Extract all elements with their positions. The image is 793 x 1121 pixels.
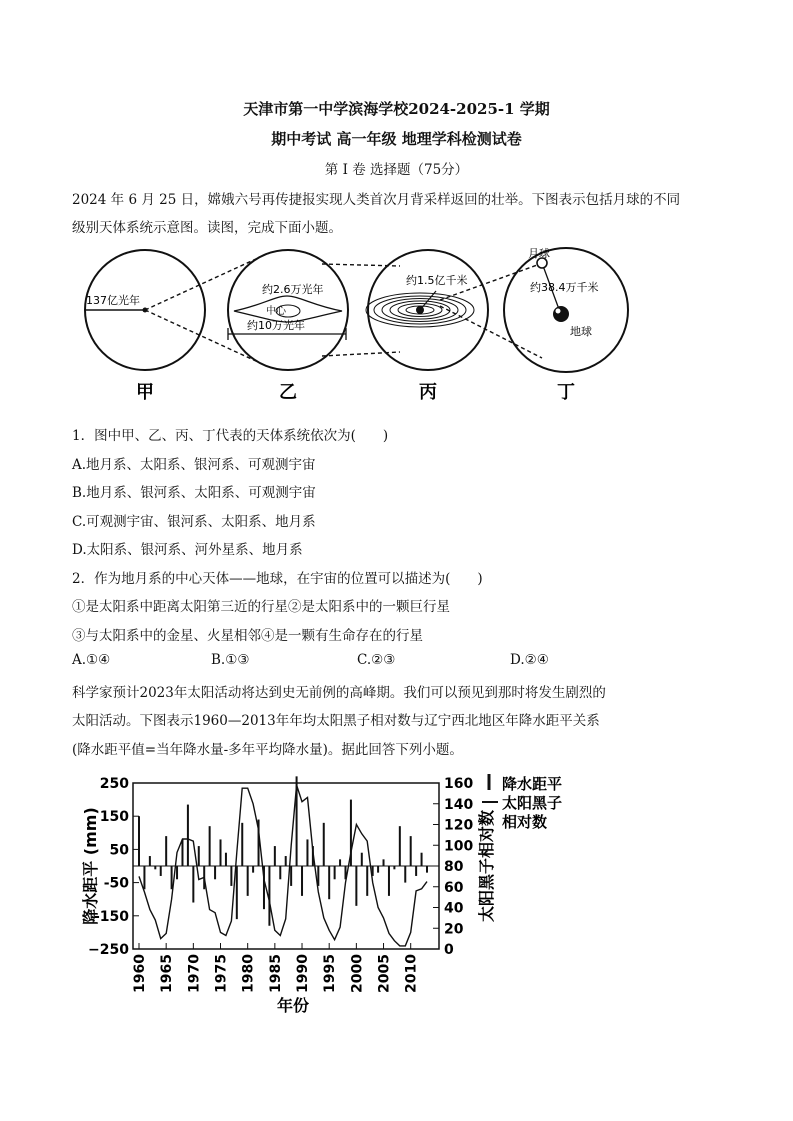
precip-bar-1966 — [171, 866, 173, 889]
precip-bar-2012 — [421, 853, 423, 866]
ding-label: 丁 — [557, 382, 575, 403]
q2-option-c[interactable]: C.②③ — [357, 652, 396, 668]
precip-bar-2013 — [426, 866, 428, 873]
yi-thickness-label: 约2.6万光年 — [262, 283, 324, 296]
q2-statement-line1: ①是太阳系中距离太阳第三近的行星②是太阳系中的一颗巨行星 — [72, 599, 450, 615]
right-tick-label-100: 100 — [444, 838, 474, 855]
x-tick-label-1970: 1970 — [186, 954, 203, 993]
precip-bar-1973 — [209, 826, 211, 866]
sunspot-precipitation-chart — [70, 765, 590, 1025]
diagram-ding — [504, 246, 628, 403]
precip-bar-1968 — [181, 839, 183, 866]
diagram-bing — [366, 250, 488, 403]
right-axis-label: 太阳黑子相对数 — [477, 809, 496, 923]
right-tick-label-40: 40 — [444, 900, 464, 917]
precip-bar-1965 — [165, 836, 167, 866]
precip-bar-2005 — [383, 859, 385, 866]
x-tick-label-1960: 1960 — [132, 954, 148, 993]
x-tick-label-1965: 1965 — [159, 954, 176, 993]
precip-bar-1985 — [274, 846, 276, 866]
exam-title-line1: 天津市第一中学滨海学校2024-2025-1 学期 — [243, 100, 550, 118]
intro2-line1: 科学家预计2023年太阳活动将达到史无前例的高峰期。我们可以预见到那时将发生剧烈的 — [72, 685, 606, 701]
x-tick-label-1990: 1990 — [295, 954, 312, 993]
precip-bar-1978 — [236, 866, 238, 919]
precip-bar-1990 — [301, 866, 303, 896]
precip-bar-1977 — [230, 866, 232, 886]
q2-option-a[interactable]: A.①④ — [72, 652, 111, 668]
bing-distance-label: 约1.5亿千米 — [406, 274, 468, 287]
precip-bar-1995 — [328, 866, 330, 899]
precip-bar-2000 — [355, 866, 357, 906]
right-tick-label-120: 120 — [444, 817, 474, 834]
x-tick-label-2005: 2005 — [376, 954, 393, 993]
x-axis-label: 年份 — [276, 996, 310, 1015]
left-tick-label--250: −250 — [88, 942, 129, 958]
precip-bar-1963 — [154, 866, 156, 869]
left-tick-label-50: 50 — [109, 842, 129, 859]
celestial-systems-figure — [80, 244, 640, 406]
yi-label: 乙 — [279, 382, 297, 403]
q1-option-c[interactable]: C.可观测宇宙、银河系、太阳系、地月系 — [72, 514, 316, 530]
right-tick-label-80: 80 — [444, 859, 464, 875]
q2-stem: 2．作为地月系的中心天体——地球，在宇宙的位置可以描述为( ) — [72, 571, 483, 587]
precip-bar-1996 — [334, 866, 336, 879]
bing-label: 丙 — [419, 382, 437, 403]
precip-bar-1980 — [247, 866, 249, 896]
intro2-line3: (降水距平值=当年降水量-多年平均降水量)。据此回答下列小题。 — [72, 742, 463, 758]
x-tick-label-2010: 2010 — [403, 954, 420, 993]
moon-label: 月球 — [528, 247, 550, 260]
precip-bar-1962 — [149, 856, 151, 866]
precip-bar-1981 — [252, 866, 254, 873]
exam-title-line2: 期中考试 高一年级 地理学科检测试卷 — [271, 130, 522, 148]
q1-stem: 1．图中甲、乙、丙、丁代表的天体系统依次为( ) — [72, 428, 389, 444]
right-tick-label-20: 20 — [444, 921, 464, 938]
q2-option-b[interactable]: B.①③ — [211, 652, 250, 668]
q1-option-d[interactable]: D.太阳系、银河系、河外星系、地月系 — [72, 542, 303, 558]
precip-bar-1960 — [138, 816, 140, 866]
precip-bar-2009 — [404, 866, 406, 883]
left-tick-label--150: -150 — [93, 908, 129, 925]
x-tick-label-1975: 1975 — [213, 954, 230, 993]
precip-bar-1971 — [198, 846, 200, 866]
precip-bar-2011 — [415, 866, 417, 876]
x-tick-label-1980: 1980 — [240, 954, 257, 993]
precip-bar-2006 — [388, 866, 390, 896]
section-title: 第 I 卷 选择题（75分） — [324, 162, 469, 178]
precip-bar-2001 — [361, 853, 363, 866]
precip-bar-1970 — [192, 866, 194, 903]
precip-bar-1961 — [143, 866, 145, 889]
precip-bar-2008 — [399, 826, 401, 866]
left-tick-label--50: -50 — [103, 875, 129, 892]
diagram-yi — [228, 250, 348, 403]
intro1-line2: 级别天体系统示意图。读图，完成下面小题。 — [72, 220, 342, 236]
precip-bar-1975 — [220, 839, 222, 866]
right-tick-label-160: 160 — [444, 776, 474, 792]
q1-option-b[interactable]: B.地月系、银河系、太阳系、可观测宇宙 — [72, 485, 316, 501]
q1-option-a[interactable]: A.地月系、太阳系、银河系、可观测宇宙 — [72, 457, 316, 473]
precip-bar-2004 — [377, 866, 379, 873]
left-tick-label-250: 250 — [99, 776, 129, 792]
precip-bar-1986 — [279, 866, 281, 879]
precip-bar-2007 — [393, 866, 395, 869]
right-tick-label-0: 0 — [444, 942, 454, 958]
precip-bar-1964 — [160, 866, 162, 876]
x-tick-label-1985: 1985 — [267, 954, 284, 993]
yi-diameter-label: 约10万光年 — [247, 319, 305, 332]
x-axis-ticks — [132, 943, 420, 993]
ding-distance-label: 约38.4万千米 — [530, 281, 599, 294]
legend-precip: 降水距平 — [502, 775, 563, 793]
diagram-jia — [85, 250, 205, 403]
precip-bar-1991 — [306, 839, 308, 866]
precip-bar-1967 — [176, 866, 178, 879]
precip-bar-1988 — [290, 866, 292, 886]
precip-bar-1994 — [323, 823, 325, 866]
precip-bar-2002 — [366, 866, 368, 896]
x-tick-label-1995: 1995 — [322, 954, 339, 993]
right-tick-label-60: 60 — [444, 879, 464, 896]
q2-option-d[interactable]: D.②④ — [510, 652, 549, 668]
legend-sunspot: 太阳黑子 — [502, 794, 563, 812]
precip-bar-1997 — [339, 859, 341, 866]
precip-bar-1987 — [285, 856, 287, 866]
left-axis-label: 降水距平 (mm) — [81, 807, 100, 925]
x-tick-label-2000: 2000 — [349, 954, 366, 993]
precip-bar-1969 — [187, 805, 189, 866]
earth-label: 地球 — [570, 325, 592, 338]
precip-bar-1979 — [241, 823, 243, 866]
precip-bar-2010 — [410, 836, 412, 866]
jia-scale-label: 137亿光年 — [86, 294, 140, 307]
precip-bar-1976 — [225, 853, 227, 866]
jia-label: 甲 — [136, 382, 154, 403]
precip-bar-1974 — [214, 866, 216, 879]
intro1-line1: 2024 年 6 月 25 日，嫦娥六号再传捷报实现人类首次月背采样返回的壮举。下图表示包括月球的不同 — [72, 192, 681, 208]
q2-statement-line2: ③与太阳系中的金星、火星相邻④是一颗有生命存在的行星 — [72, 628, 423, 644]
precip-bars — [138, 776, 428, 925]
right-tick-label-140: 140 — [444, 796, 474, 813]
left-tick-label-150: 150 — [99, 809, 129, 826]
yi-center-label: 中心 — [266, 306, 286, 317]
intro2-line2: 太阳活动。下图表示1960—2013年年均太阳黑子相对数与辽宁西北地区年降水距平关系 — [72, 713, 600, 729]
legend-sunspot-cont: 相对数 — [502, 813, 548, 831]
